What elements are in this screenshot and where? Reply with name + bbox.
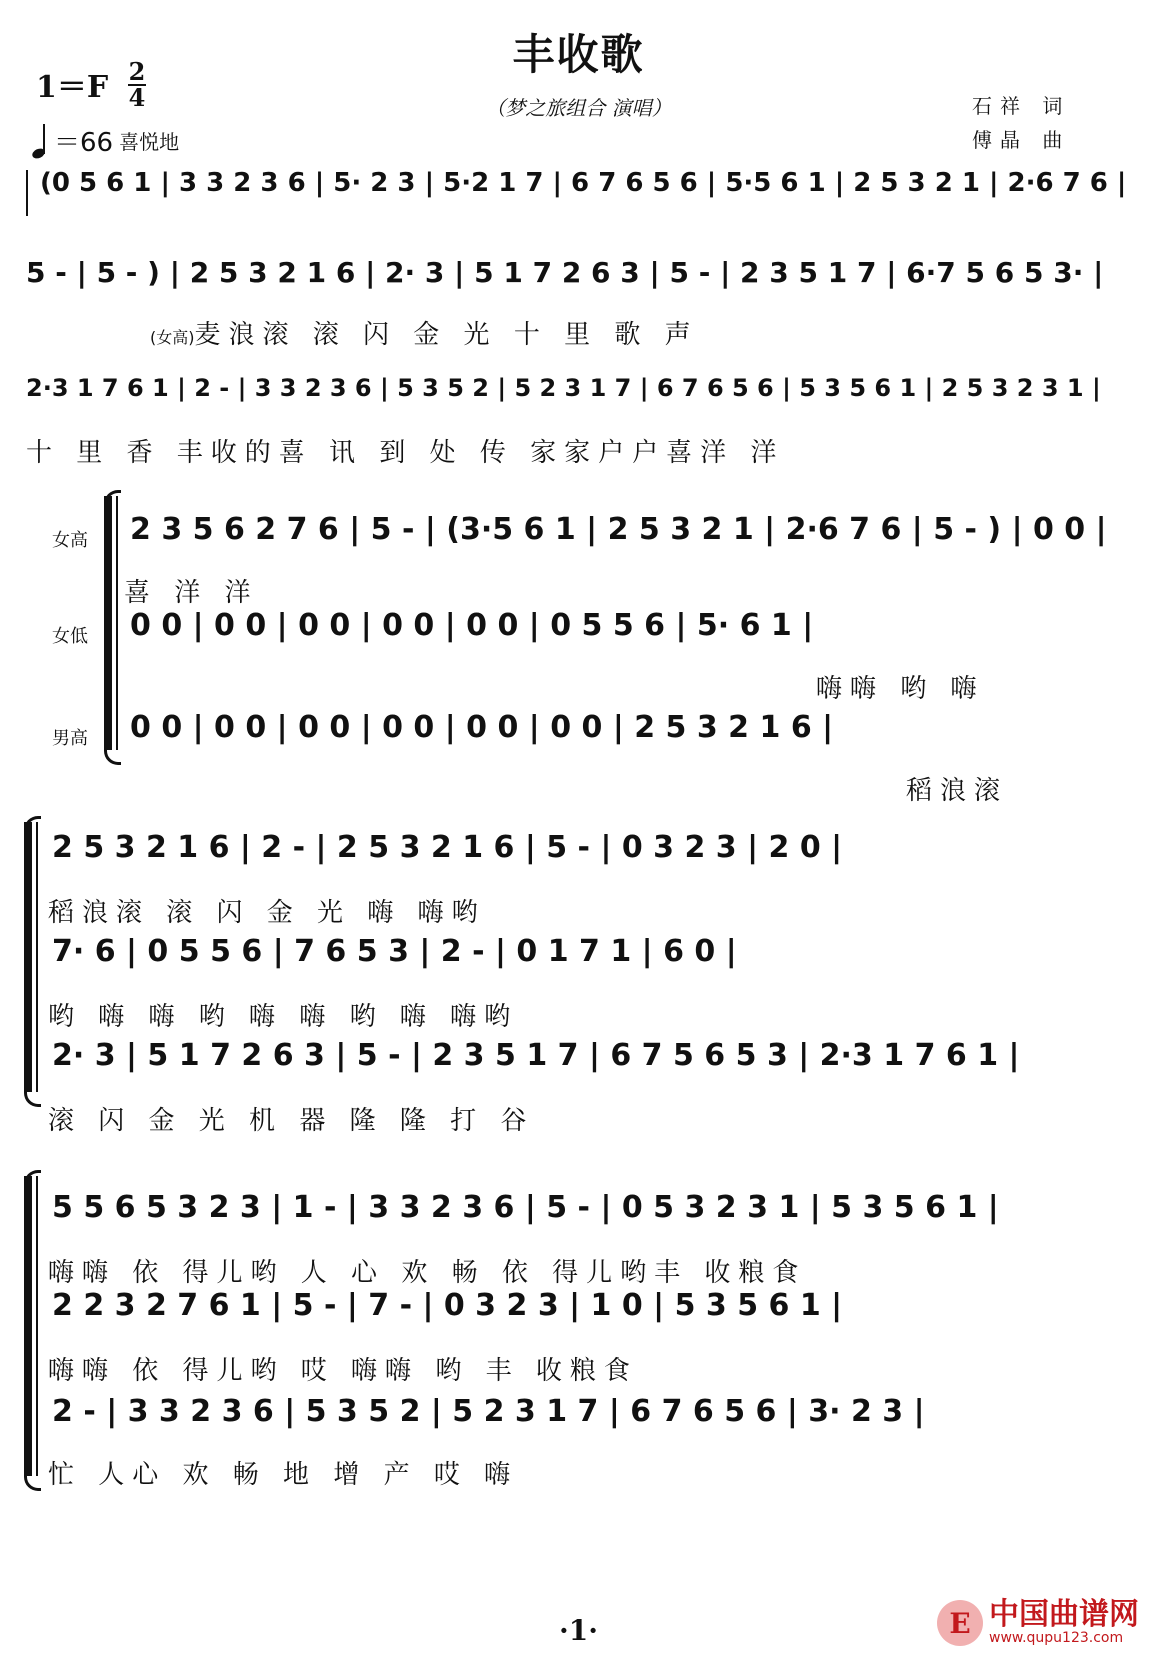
- tempo-expression: 喜悦地: [119, 130, 180, 154]
- lyrics-line: 嗨嗨 依 得儿哟 人 心 欢 畅 依 得儿哟丰 收粮食: [48, 1258, 807, 1288]
- notation-line: 2 3 5 6 2 7 6 | 5 - | (3·5 6 1 | 2 5 3 2 1 | 2·6 7 6 | 5 - ) | 0 0 |: [130, 512, 1107, 547]
- system-bracket: [104, 496, 112, 750]
- tempo-marking: [32, 122, 179, 159]
- notation-line: 2 2 3 2 7 6 1 | 5 - | 7 - | 0 3 2 3 | 1 0 | 5 3 5 6 1 |: [52, 1288, 843, 1323]
- tempo-value: ＝66: [54, 128, 114, 158]
- time-signature-bottom: 4: [128, 83, 146, 112]
- score-row-2: [26, 256, 1135, 366]
- bracket-bottom-cap: [24, 1476, 41, 1491]
- quarter-note-icon: [32, 124, 48, 158]
- notation-line: 0 0 | 0 0 | 0 0 | 0 0 | 0 0 | 0 5 5 6 | 5· 6 1 |: [130, 608, 814, 643]
- voice-label-alto: 女低: [52, 626, 88, 647]
- bracket-top-cap: [104, 490, 121, 505]
- bracket-bottom-cap: [24, 1092, 41, 1107]
- lyrics-line: 滚 闪 金 光 机 器 隆 隆 打 谷: [48, 1106, 535, 1136]
- lyrics-text: 麦浪滚 滚 闪 金 光 十 里 歌 声: [194, 320, 699, 350]
- site-logo-icon: E: [937, 1600, 983, 1646]
- time-signature-top: 2: [128, 57, 146, 86]
- performer-credit: （梦之旅组合 演唱）: [485, 96, 672, 120]
- lyrics-line: 稻浪滚 滚 闪 金 光 嗨 嗨哟: [48, 898, 486, 928]
- system-bracket: [24, 1176, 32, 1476]
- lyricist-credit: 石祥 词: [972, 94, 1071, 118]
- voice-tag: (女高): [150, 328, 195, 347]
- lyrics-line: [150, 314, 699, 351]
- system-bracket-line: [36, 822, 38, 1092]
- composer-credit: 傅晶 曲: [972, 128, 1071, 152]
- lyrics-line: 十 里 香 丰收的喜 讯 到 处 传 家家户户喜洋 洋: [26, 438, 785, 468]
- score-row-3: [26, 374, 1135, 484]
- lyrics-line: 嗨嗨 哟 嗨: [816, 674, 985, 704]
- key-signature: 1＝F: [36, 70, 109, 105]
- bracket-top-cap: [24, 1170, 41, 1185]
- voice-label-soprano: 女高: [52, 530, 88, 551]
- site-watermark[interactable]: [937, 1597, 1139, 1646]
- system-bracket-line: [36, 1176, 38, 1476]
- notation-line: 5 - | 5 - ) | 2 5 3 2 1 6 | 2· 3 | 5 1 7 2 6 3 | 5 - | 2 3 5 1 7 | 6·7 5 6 5 3· |: [26, 256, 1104, 289]
- notation-line: (0 5 6 1 | 3 3 2 3 6 | 5· 2 3 | 5·2 1 7 | 6 7 6 5 6 | 5·5 6 1 | 2 5 3 2 1 | 2·6 7 6 |: [40, 168, 1127, 198]
- voice-label-tenor: 男高: [52, 728, 88, 749]
- site-url[interactable]: www.qupu123.com: [989, 1630, 1124, 1646]
- song-title: 丰收歌: [512, 30, 645, 79]
- notation-line: 0 0 | 0 0 | 0 0 | 0 0 | 0 0 | 0 0 | 2 5 3 2 1 6 |: [130, 710, 834, 745]
- time-signature: [126, 57, 148, 112]
- notation-line: 2 5 3 2 1 6 | 2 - | 2 5 3 2 1 6 | 5 - | 0 3 2 3 | 2 0 |: [52, 830, 843, 865]
- notation-line: 2 - | 3 3 2 3 6 | 5 3 5 2 | 5 2 3 1 7 | 6 7 6 5 6 | 3· 2 3 |: [52, 1394, 925, 1429]
- lyrics-line: 稻浪滚: [906, 776, 1009, 806]
- lyrics-line: 忙 人心 欢 畅 地 增 产 哎 嗨: [48, 1460, 519, 1490]
- notation-line: 7· 6 | 0 5 5 6 | 7 6 5 3 | 2 - | 0 1 7 1 | 6 0 |: [52, 934, 737, 969]
- lyrics-line: 嗨嗨 依 得儿哟 哎 嗨嗨 哟 丰 收粮食: [48, 1356, 638, 1386]
- lyrics-line: 哟 嗨 嗨 哟 嗨 嗨 哟 嗨 嗨哟: [48, 1002, 519, 1032]
- system-bracket: [24, 822, 32, 1092]
- barline: [26, 170, 28, 216]
- page-number: ·1·: [559, 1614, 598, 1647]
- notation-line: 2· 3 | 5 1 7 2 6 3 | 5 - | 2 3 5 1 7 | 6 7 5 6 5 3 | 2·3 1 7 6 1 |: [52, 1038, 1020, 1073]
- bracket-top-cap: [24, 816, 41, 831]
- notation-line: 2·3 1 7 6 1 | 2 - | 3 3 2 3 6 | 5 3 5 2 | 5 2 3 1 7 | 6 7 6 5 6 | 5 3 5 6 1 | 2 5 3 2 3 1 |: [26, 374, 1101, 402]
- site-name: 中国曲谱网: [989, 1597, 1139, 1632]
- lyrics-line: 喜 洋 洋: [124, 578, 259, 608]
- bracket-bottom-cap: [104, 750, 121, 765]
- notation-line: 5 5 6 5 3 2 3 | 1 - | 3 3 2 3 6 | 5 - | 0 5 3 2 3 1 | 5 3 5 6 1 |: [52, 1190, 999, 1225]
- system-bracket-line: [116, 496, 118, 750]
